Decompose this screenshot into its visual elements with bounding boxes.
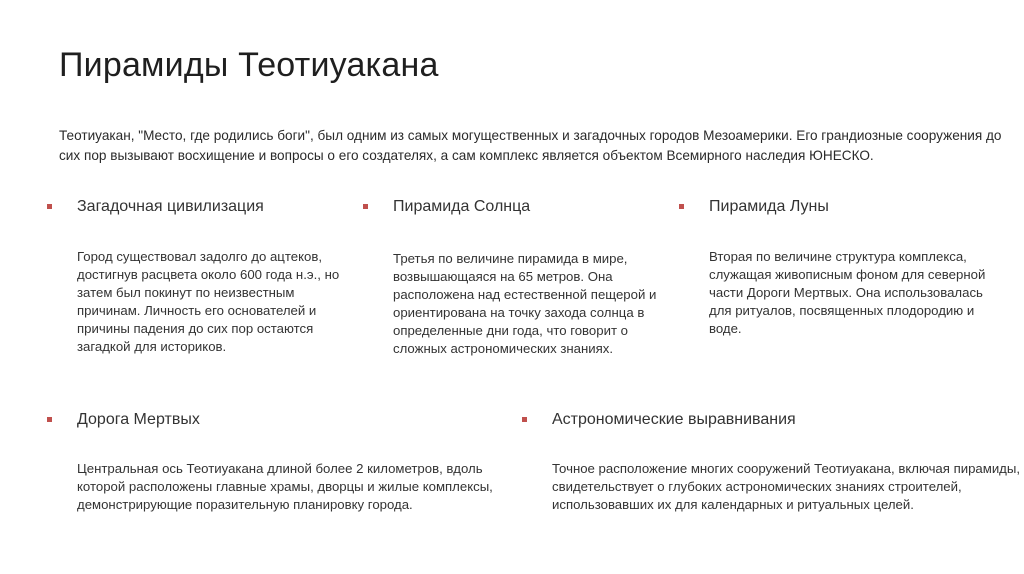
bullet-square-icon bbox=[679, 204, 684, 209]
section-text: Город существовал задолго до ацтеков, достигнув расцвета около 600 года н.э., но затем был покинут по неизвестным причинам. Личность его основателей и причины падения до сих пор остаются загадкой для историков. bbox=[77, 249, 340, 354]
slide-title: Пирамиды Теотиуакана bbox=[59, 46, 439, 84]
section-heading: Загадочная цивилизация bbox=[77, 198, 264, 215]
section-text: Вторая по величине структура комплекса, служащая живописным фоном для северной части Дороги Мертвых. Она использовалась для ритуалов, посвященных плодородию и воде. bbox=[709, 249, 986, 336]
intro-paragraph: Теотиуакан, "Место, где родились боги", был одним из самых могущественных и загадочных городов Мезоамерики. Его грандиозные сооружения до сих пор вызывают восхищение и вопросы о его создателях, а сам комплекс является объектом Всемирного наследия ЮНЕСКО. bbox=[59, 128, 1002, 163]
bullet-square-icon bbox=[47, 417, 52, 422]
bullet-square-icon bbox=[522, 417, 527, 422]
section-heading: Дорога Мертвых bbox=[77, 411, 200, 428]
section-text: Точное расположение многих сооружений Теотиуакана, включая пирамиды, свидетельствует о глубоких астрономических знаниях строителей, использовавших их для календарных и ритуальных целей. bbox=[552, 461, 1021, 512]
section-heading: Пирамида Луны bbox=[709, 198, 829, 215]
bullet-square-icon bbox=[363, 204, 368, 209]
section-heading: Астрономические выравнивания bbox=[552, 411, 796, 428]
section-text: Третья по величине пирамида в мире, возвышающаяся на 65 метров. Она расположена над естественной пещерой и ориентирована на точку захода солнца в определенные дни года, что говорит о сложных астрономических знаниях. bbox=[393, 251, 657, 356]
section-text: Центральная ось Теотиуакана длиной более 2 километров, вдоль которой расположены главные храмы, дворцы и жилые комплексы, демонстрирующие поразительную планировку города. bbox=[77, 461, 493, 512]
section-heading: Пирамида Солнца bbox=[393, 198, 531, 215]
bullet-square-icon bbox=[47, 204, 52, 209]
